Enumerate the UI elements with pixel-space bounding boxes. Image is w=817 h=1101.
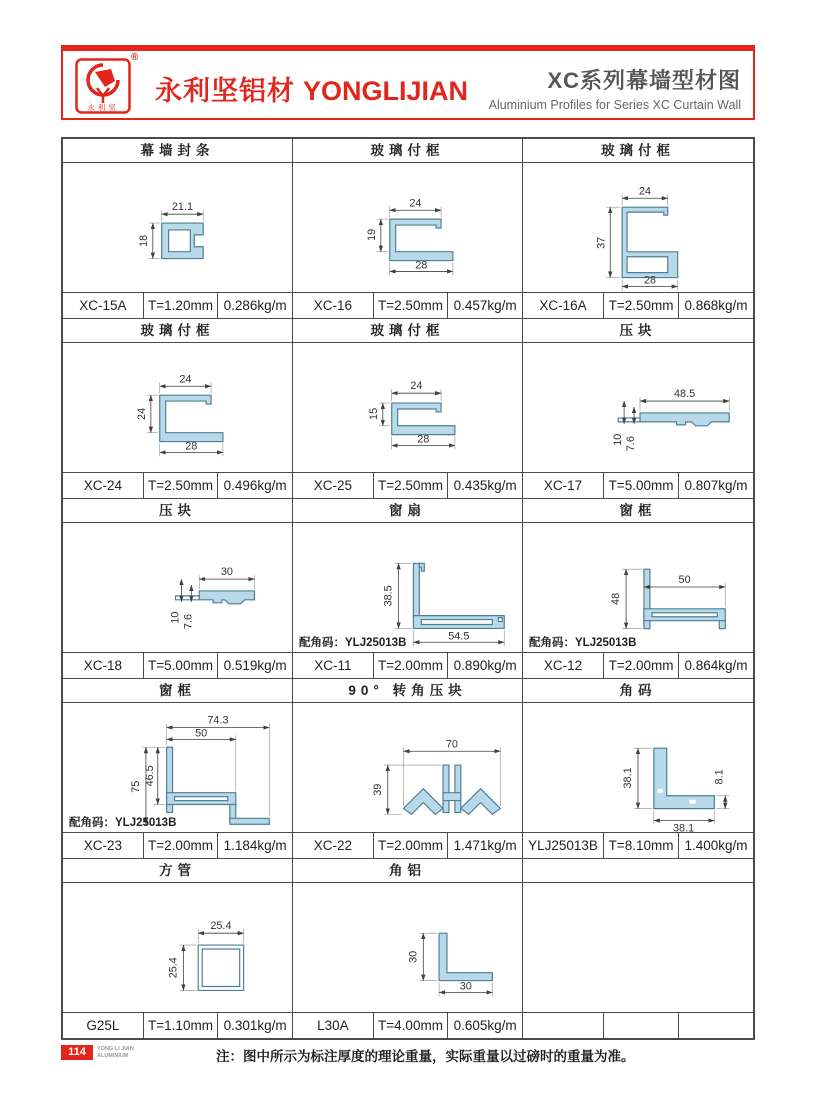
company-logo-icon xyxy=(75,58,131,114)
profile-drawing-area xyxy=(523,703,753,833)
profile-code: XC-12 xyxy=(543,658,583,673)
dim-label: 24 xyxy=(135,407,148,420)
profile-weight: 0.807kg/m xyxy=(678,473,753,498)
profile-drawing-xc-24 xyxy=(63,343,292,472)
profile-title: 窗扇 xyxy=(293,499,522,523)
profile-info-row xyxy=(63,473,292,498)
profile-title: 90° 转角压块 xyxy=(293,679,522,703)
profile-drawing-area xyxy=(63,343,292,473)
profile-shape xyxy=(443,765,449,812)
profile-drawing-area xyxy=(523,343,753,473)
profile-thickness: T=2.50mm xyxy=(603,293,678,318)
profile-weight: 0.457kg/m xyxy=(447,293,522,318)
dim-label: 30 xyxy=(220,566,233,579)
profile-weight: 0.496kg/m xyxy=(217,473,292,498)
series-title-block xyxy=(489,64,741,112)
profile-shape xyxy=(419,563,424,571)
profile-drawing-area xyxy=(523,163,753,293)
profile-cell-xc-24 xyxy=(63,319,293,499)
profile-catalog-table xyxy=(61,137,755,1040)
profile-weight: 0.301kg/m xyxy=(217,1013,292,1038)
profile-cell-xc-23 xyxy=(63,679,293,859)
profile-shape xyxy=(390,219,453,260)
dim-label: 28 xyxy=(415,259,428,272)
profile-shape xyxy=(160,395,223,441)
profile-drawing-area xyxy=(63,523,292,653)
profile-drawing-area xyxy=(523,883,753,1013)
dim-label: 24 xyxy=(410,380,423,393)
profile-title: 方管 xyxy=(63,859,292,883)
profile-title: 窗框 xyxy=(523,499,753,523)
profile-code: XC-18 xyxy=(83,658,122,673)
profile-drawing-g25l xyxy=(63,883,292,1012)
brand-name-en: YONGLIJIAN xyxy=(303,76,469,106)
profile-code: XC-17 xyxy=(543,478,583,493)
dim-label: 25.4 xyxy=(210,920,232,933)
profile-shape xyxy=(443,793,461,801)
profile-shape xyxy=(498,618,502,622)
profile-code: XC-16A xyxy=(539,298,587,313)
logo-text: 永利坚 xyxy=(87,102,119,112)
dim-label: 7.6 xyxy=(182,614,195,630)
dim-label: 8.1 xyxy=(713,769,726,785)
profile-code: XC-22 xyxy=(313,838,352,853)
profile-drawing-xc-22 xyxy=(293,703,522,832)
profile-weight: 0.605kg/m xyxy=(447,1013,522,1038)
profile-drawing-l30a xyxy=(293,883,522,1012)
profile-shape xyxy=(199,591,254,604)
profile-drawing-xc-16a xyxy=(523,163,753,292)
profile-weight: 0.890kg/m xyxy=(447,653,522,678)
profile-shape xyxy=(439,933,492,980)
profile-drawing-xc-18 xyxy=(63,523,292,652)
profile-weight: 1.184kg/m xyxy=(217,833,292,858)
profile-info-row xyxy=(63,293,292,318)
dim-label: 15 xyxy=(367,407,380,420)
dim-label: 7.6 xyxy=(625,436,638,452)
footer-brand xyxy=(97,1046,134,1060)
dim-label: 28 xyxy=(643,274,656,287)
profile-cell-xc-22 xyxy=(293,679,523,859)
dim-label: 50 xyxy=(678,574,691,587)
profile-drawing-xc-16 xyxy=(293,163,522,292)
profile-weight xyxy=(678,1013,753,1038)
profile-info-row xyxy=(523,293,753,318)
dim-label: 24 xyxy=(409,197,422,210)
profile-info-row xyxy=(293,293,522,318)
profile-cell-xc-12 xyxy=(523,499,753,679)
dim-label: 21.1 xyxy=(171,201,193,214)
profile-cell-empty xyxy=(523,859,753,1038)
profile-shape xyxy=(198,945,243,990)
dim-label: 24 xyxy=(179,373,192,386)
brand-name xyxy=(155,69,468,108)
profile-info-row xyxy=(293,473,522,498)
footer-note: 注：图中所示为标注厚度的理论重量，实际重量以过磅时的重量为准。 xyxy=(216,1049,635,1064)
profile-thickness: T=1.20mm xyxy=(143,293,218,318)
profile-drawing-area xyxy=(293,163,522,293)
profile-shape xyxy=(167,793,236,805)
dim-label: 38.1 xyxy=(673,822,695,832)
profile-weight: 0.519kg/m xyxy=(217,653,292,678)
dim-label: 18 xyxy=(137,234,150,247)
profile-shape xyxy=(404,789,443,815)
dim-label: 74.3 xyxy=(207,714,229,727)
profile-thickness: T=2.50mm xyxy=(143,473,218,498)
dim-label: 38.5 xyxy=(382,585,395,607)
profile-cell-xc-15a xyxy=(63,139,293,319)
profile-shape xyxy=(455,765,461,812)
dim-label: 10 xyxy=(612,433,625,446)
dim-label: 46.5 xyxy=(143,765,156,787)
profile-info-row xyxy=(63,1013,292,1038)
profile-title: 玻璃付框 xyxy=(63,319,292,343)
profile-thickness: T=2.00mm xyxy=(143,833,218,858)
profile-shape xyxy=(658,789,663,793)
corner-code-note: 配角码：YLJ25013B xyxy=(299,637,407,649)
profile-cell-xc-16 xyxy=(293,139,523,319)
profile-code: XC-11 xyxy=(314,658,352,673)
dim-label: 24 xyxy=(638,185,652,198)
page-number-badge: 114 xyxy=(61,1045,93,1060)
profile-title: 窗框 xyxy=(63,679,292,703)
footer-brand-line1: YONG LI JIAN xyxy=(97,1046,134,1052)
dim-label: 70 xyxy=(445,738,458,751)
profile-thickness: T=5.00mm xyxy=(603,473,678,498)
profile-shape xyxy=(690,800,696,804)
registered-trademark-symbol: ® xyxy=(131,51,139,63)
dim-label: 37 xyxy=(595,236,608,249)
profile-title: 角铝 xyxy=(293,859,522,883)
profile-drawing-ylj25013b xyxy=(523,703,753,832)
profile-thickness: T=1.10mm xyxy=(143,1013,218,1038)
profile-title: 玻璃付框 xyxy=(523,139,753,163)
corner-code-note: 配角码：YLJ25013B xyxy=(69,817,177,829)
profile-drawing-area xyxy=(293,703,522,833)
profile-title: 玻璃付框 xyxy=(293,319,522,343)
profile-shape xyxy=(413,616,504,629)
company-logo xyxy=(73,51,143,116)
profile-code: XC-15A xyxy=(79,298,127,313)
profile-cell-xc-18 xyxy=(63,499,293,679)
profile-drawing-xc-17 xyxy=(523,343,753,472)
profile-thickness: T=8.10mm xyxy=(603,833,678,858)
dim-label: 50 xyxy=(195,727,208,740)
profile-weight: 0.435kg/m xyxy=(447,473,522,498)
profile-drawing-area xyxy=(293,343,522,473)
series-title-cn: XC系列幕墙型材图 xyxy=(547,68,741,93)
profile-title: 幕墙封条 xyxy=(63,139,292,163)
profile-cell-xc-17 xyxy=(523,319,753,499)
profile-info-row xyxy=(523,833,753,858)
profile-shape xyxy=(622,207,678,277)
profile-title xyxy=(523,859,753,883)
profile-code: XC-16 xyxy=(313,298,352,313)
profile-shape xyxy=(640,413,729,426)
dim-label: 39 xyxy=(371,783,384,796)
profile-code: XC-23 xyxy=(83,838,122,853)
profile-info-row xyxy=(293,833,522,858)
profile-shape xyxy=(392,403,455,435)
profile-thickness: T=4.00mm xyxy=(373,1013,448,1038)
profile-drawing-area xyxy=(293,883,522,1013)
profile-weight: 0.864kg/m xyxy=(678,653,753,678)
profile-shape xyxy=(461,789,500,815)
profile-cell-l30a xyxy=(293,859,523,1038)
profile-code: XC-25 xyxy=(313,478,352,493)
profile-weight: 1.471kg/m xyxy=(447,833,522,858)
profile-thickness: T=5.00mm xyxy=(143,653,218,678)
dim-label: 48 xyxy=(610,592,623,605)
profile-thickness: T=2.00mm xyxy=(603,653,678,678)
dim-label: 25.4 xyxy=(167,957,180,979)
profile-shape xyxy=(719,621,725,629)
dim-label: 38.1 xyxy=(622,767,635,789)
dim-label: 28 xyxy=(417,433,430,446)
profile-cell-xc-16a xyxy=(523,139,753,319)
profile-thickness: T=2.50mm xyxy=(373,473,448,498)
profile-shape xyxy=(654,748,714,808)
profile-shape xyxy=(413,563,419,617)
profile-shape xyxy=(644,621,650,629)
profile-drawing-area xyxy=(293,523,522,653)
profile-info-row xyxy=(523,1013,753,1038)
profile-drawing-xc-25 xyxy=(293,343,522,472)
footer-brand-line2: ALUMINIUM xyxy=(97,1053,129,1059)
profile-drawing-xc-15a xyxy=(63,163,292,292)
profile-code: XC-24 xyxy=(83,478,122,493)
series-title-en: Aluminium Profiles for Series XC Curtain Wall xyxy=(488,98,741,112)
profile-shape xyxy=(176,596,200,600)
dim-label: 28 xyxy=(185,440,198,453)
page-footer xyxy=(61,1045,755,1075)
dim-label: 75 xyxy=(130,780,143,793)
profile-weight: 1.400kg/m xyxy=(678,833,753,858)
profile-title: 玻璃付框 xyxy=(293,139,522,163)
profile-title: 压块 xyxy=(63,499,292,523)
dim-label: 48.5 xyxy=(673,388,696,401)
profile-drawing-area xyxy=(63,703,292,833)
profile-thickness xyxy=(603,1013,678,1038)
profile-title: 角码 xyxy=(523,679,753,703)
profile-info-row xyxy=(293,653,522,678)
profile-cell-g25l xyxy=(63,859,293,1038)
profile-info-row xyxy=(293,1013,522,1038)
dim-label: 54.5 xyxy=(448,630,470,643)
profile-thickness: T=2.00mm xyxy=(373,833,448,858)
profile-drawing-area xyxy=(523,523,753,653)
profile-info-row xyxy=(63,653,292,678)
profile-shape xyxy=(230,818,269,824)
profile-code: L30A xyxy=(317,1018,349,1033)
profile-info-row xyxy=(63,833,292,858)
profile-drawing-xc-12 xyxy=(523,523,753,652)
profile-shape xyxy=(644,609,725,621)
profile-title: 压块 xyxy=(523,319,753,343)
brand-name-cn: 永利坚铝材 xyxy=(155,76,295,106)
profile-drawing-xc-11 xyxy=(293,523,522,652)
profile-drawing-area xyxy=(63,163,292,293)
profile-thickness: T=2.50mm xyxy=(373,293,448,318)
profile-shape xyxy=(618,418,640,422)
dim-label: 10 xyxy=(169,611,182,624)
profile-cell-ylj25013b xyxy=(523,679,753,859)
dim-label: 19 xyxy=(365,228,378,241)
profile-drawing-area xyxy=(63,883,292,1013)
profile-shape xyxy=(162,223,203,259)
profile-drawing-xc-23 xyxy=(63,703,292,832)
profile-weight: 0.868kg/m xyxy=(678,293,753,318)
profile-cell-xc-25 xyxy=(293,319,523,499)
profile-cell-xc-11 xyxy=(293,499,523,679)
profile-code: G25L xyxy=(86,1018,120,1033)
profile-weight: 0.286kg/m xyxy=(217,293,292,318)
profile-info-row xyxy=(523,473,753,498)
dim-label: 30 xyxy=(459,980,472,993)
dim-label: 30 xyxy=(407,950,420,963)
profile-info-row xyxy=(523,653,753,678)
profile-thickness: T=2.00mm xyxy=(373,653,448,678)
corner-code-note: 配角码：YLJ25013B xyxy=(529,637,637,649)
page-header xyxy=(61,45,755,120)
profile-code: YLJ25013B xyxy=(528,838,598,853)
profile-code xyxy=(523,1013,603,1038)
